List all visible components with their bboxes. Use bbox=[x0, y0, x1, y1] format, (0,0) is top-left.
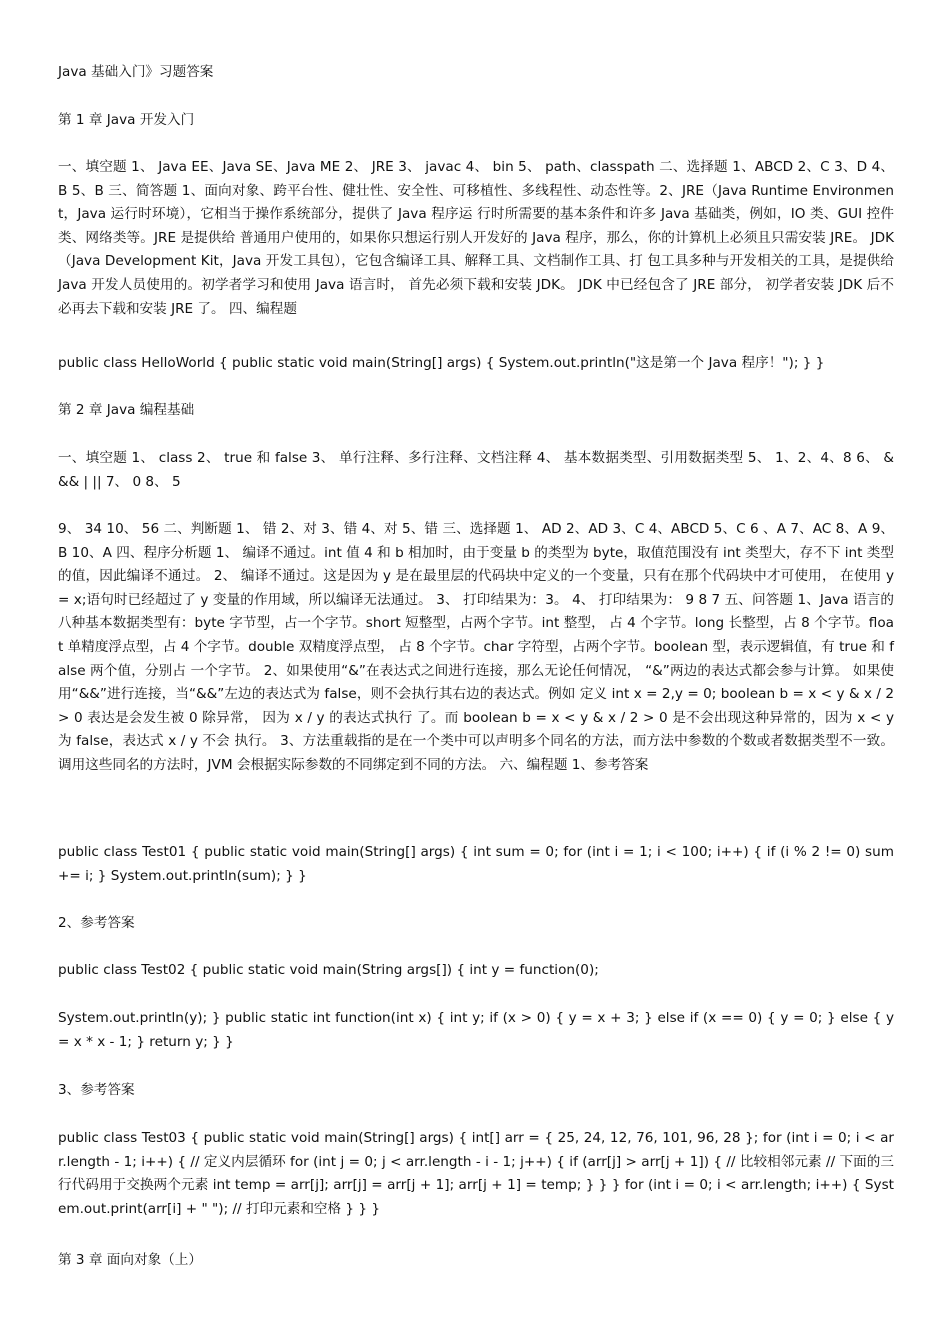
chapter-2-answers: 9、 34 10、 56 二、判断题 1、 错 2、对 3、错 4、对 5、错 三、选择题 1、 AD 2、AD 3、C 4、ABCD 5、C 6 、A 7、AC 8、A 9、B 10、A 四、程序分析题 1、 编译不通过。int 值 4 和 b 相加时，由于变量 b 的类型为 byte，取值范围没有 int 类型大，存不下 int 类型的值，因此编译不通过。 2、 编译不通过。这是因为 y 是在最里层的代码块中定义的一个变量，只有在那个代码块中才可使用， 在使用 y = x;语句时已经超过了 y 变量的作用域，所以编译无法通过。 3、 打印结果为：3。 4、 打印结果为： 9 8 7 五、问答题 1、Java 语言的八种基本数据类型有：byte 字节型，占一个字节。short 短整型，占两个字节。int 整型， 占 4 个字节。long 长整型，占 8 个字节。float 单精度浮点型，占 4 个字节。double 双精度浮点型， 占 8 个字节。char 字符型，占两个字节。boolean 型，表示逻辑值，有 true 和 false 两个值，分别占 一个字节。 2、如果使用“&”在表达式之间进行连接，那么无论任何情况， “&”两边的表达式都会参与计算。 如果使用“&&”进行连接，当“&&”左边的表达式为 false，则不会执行其右边的表达式。例如 定义 int x = 2,y = 0; boolean b = x < y & x / 2 > 0 表达是会发生被 0 除异常， 因为 x / y 的表达式执行 了。而 boolean b = x < y & x / 2 > 0 是不会出现这种异常的，因为 x < y 为 false，表达式 x / y 不会 执行。 3、方法重载指的是在一个类中可以声明多个同名的方法，而方法中参数的个数或者数据类型不一致。 调用这些同名的方法时，JVM 会根据实际参数的不同绑定到不同的方法。 六、编程题 1、参考答案 bbox=[58, 521, 894, 773]
chapter-1-code-helloworld: public class HelloWorld { public static void main(String[] args) { System.out.println("这是第一个 Java 程序！"); } } bbox=[58, 355, 825, 371]
chapter-3-heading: 第 3 章 面向对象（上） bbox=[58, 1252, 202, 1268]
chapter-2-ref-answer-2: 2、参考答案 bbox=[58, 915, 135, 931]
chapter-2-fill-in-answers: 一、填空题 1、 class 2、 true 和 false 3、 单行注释、多行注释、文档注释 4、 基本数据类型、引用数据类型 5、 1、2、4、8 6、 & && | || 7、 0 8、 5 bbox=[58, 450, 894, 490]
chapter-2-code-test02-main: public class Test02 { public static void main(String args[]) { int y = function(0); bbox=[58, 962, 599, 978]
chapter-2-code-test01: public class Test01 { public static void main(String[] args) { int sum = 0; for (int i = 1; i < 100; i++) { if (i % 2 != 0) sum += i; } System.out.println(sum); } } bbox=[58, 844, 894, 884]
chapter-2-heading: 第 2 章 Java 编程基础 bbox=[58, 402, 195, 418]
chapter-1-heading: 第 1 章 Java 开发入门 bbox=[58, 112, 195, 128]
chapter-1-answers: 一、填空题 1、 Java EE、Java SE、Java ME 2、 JRE 3、 javac 4、 bin 5、 path、classpath 二、选择题 1、ABCD 2、C 3、D 4、B 5、B 三、简答题 1、面向对象、跨平台性、健壮性、安全性、可移植性、多线程性、动态性等。2、JRE（Java Runtime Environment，Java 运行时环境），它相当于操作系统部分，提供了 Java 程序运 行时所需要的基本条件和许多 Java 基础类，例如，IO 类、GUI 控件类、网络类等。JRE 是提供给 普通用户使用的，如果你只想运行别人开发好的 Java 程序，那么，你的计算机上必须且只需安装 JRE。 JDK（Java Development Kit，Java 开发工具包），它包含编译工具、解释工具、文档制作工具、打 包工具多种与开发相关的工具，是提供给 Java 开发人员使用的。初学者学习和使用 Java 语言时， 首先必须下载和安装 JDK。 JDK 中已经包含了 JRE 部分， 初学者安装 JDK 后不必再去下载和安装 JRE 了。 四、编程题 bbox=[58, 159, 894, 317]
document-title: Java 基础入门》习题答案 bbox=[58, 64, 214, 80]
chapter-2-code-test02-function: System.out.println(y); } public static int function(int x) { int y; if (x > 0) { y = x + 3; } else if (x == 0) { y = 0; } else { y = x * x - 1; } return y; } } bbox=[58, 1010, 894, 1050]
chapter-2-ref-answer-3: 3、参考答案 bbox=[58, 1082, 135, 1098]
chapter-2-code-test03: public class Test03 { public static void main(String[] args) { int[] arr = { 25, 24, 12, 76, 101, 96, 28 }; for (int i = 0; i < arr.length - 1; i++) { // 定义内层循环 for (int j = 0; j < arr.length - i - 1; j++) { if (arr[j] > arr[j + 1]) { // 比较相邻元素 // 下面的三行代码用于交换两个元素 int temp = arr[j]; arr[j] = arr[j + 1]; arr[j + 1] = temp; } } } for (int i = 0; i < arr.length; i++) { System.out.print(arr[i] + " "); // 打印元素和空格 } } } bbox=[58, 1130, 894, 1217]
